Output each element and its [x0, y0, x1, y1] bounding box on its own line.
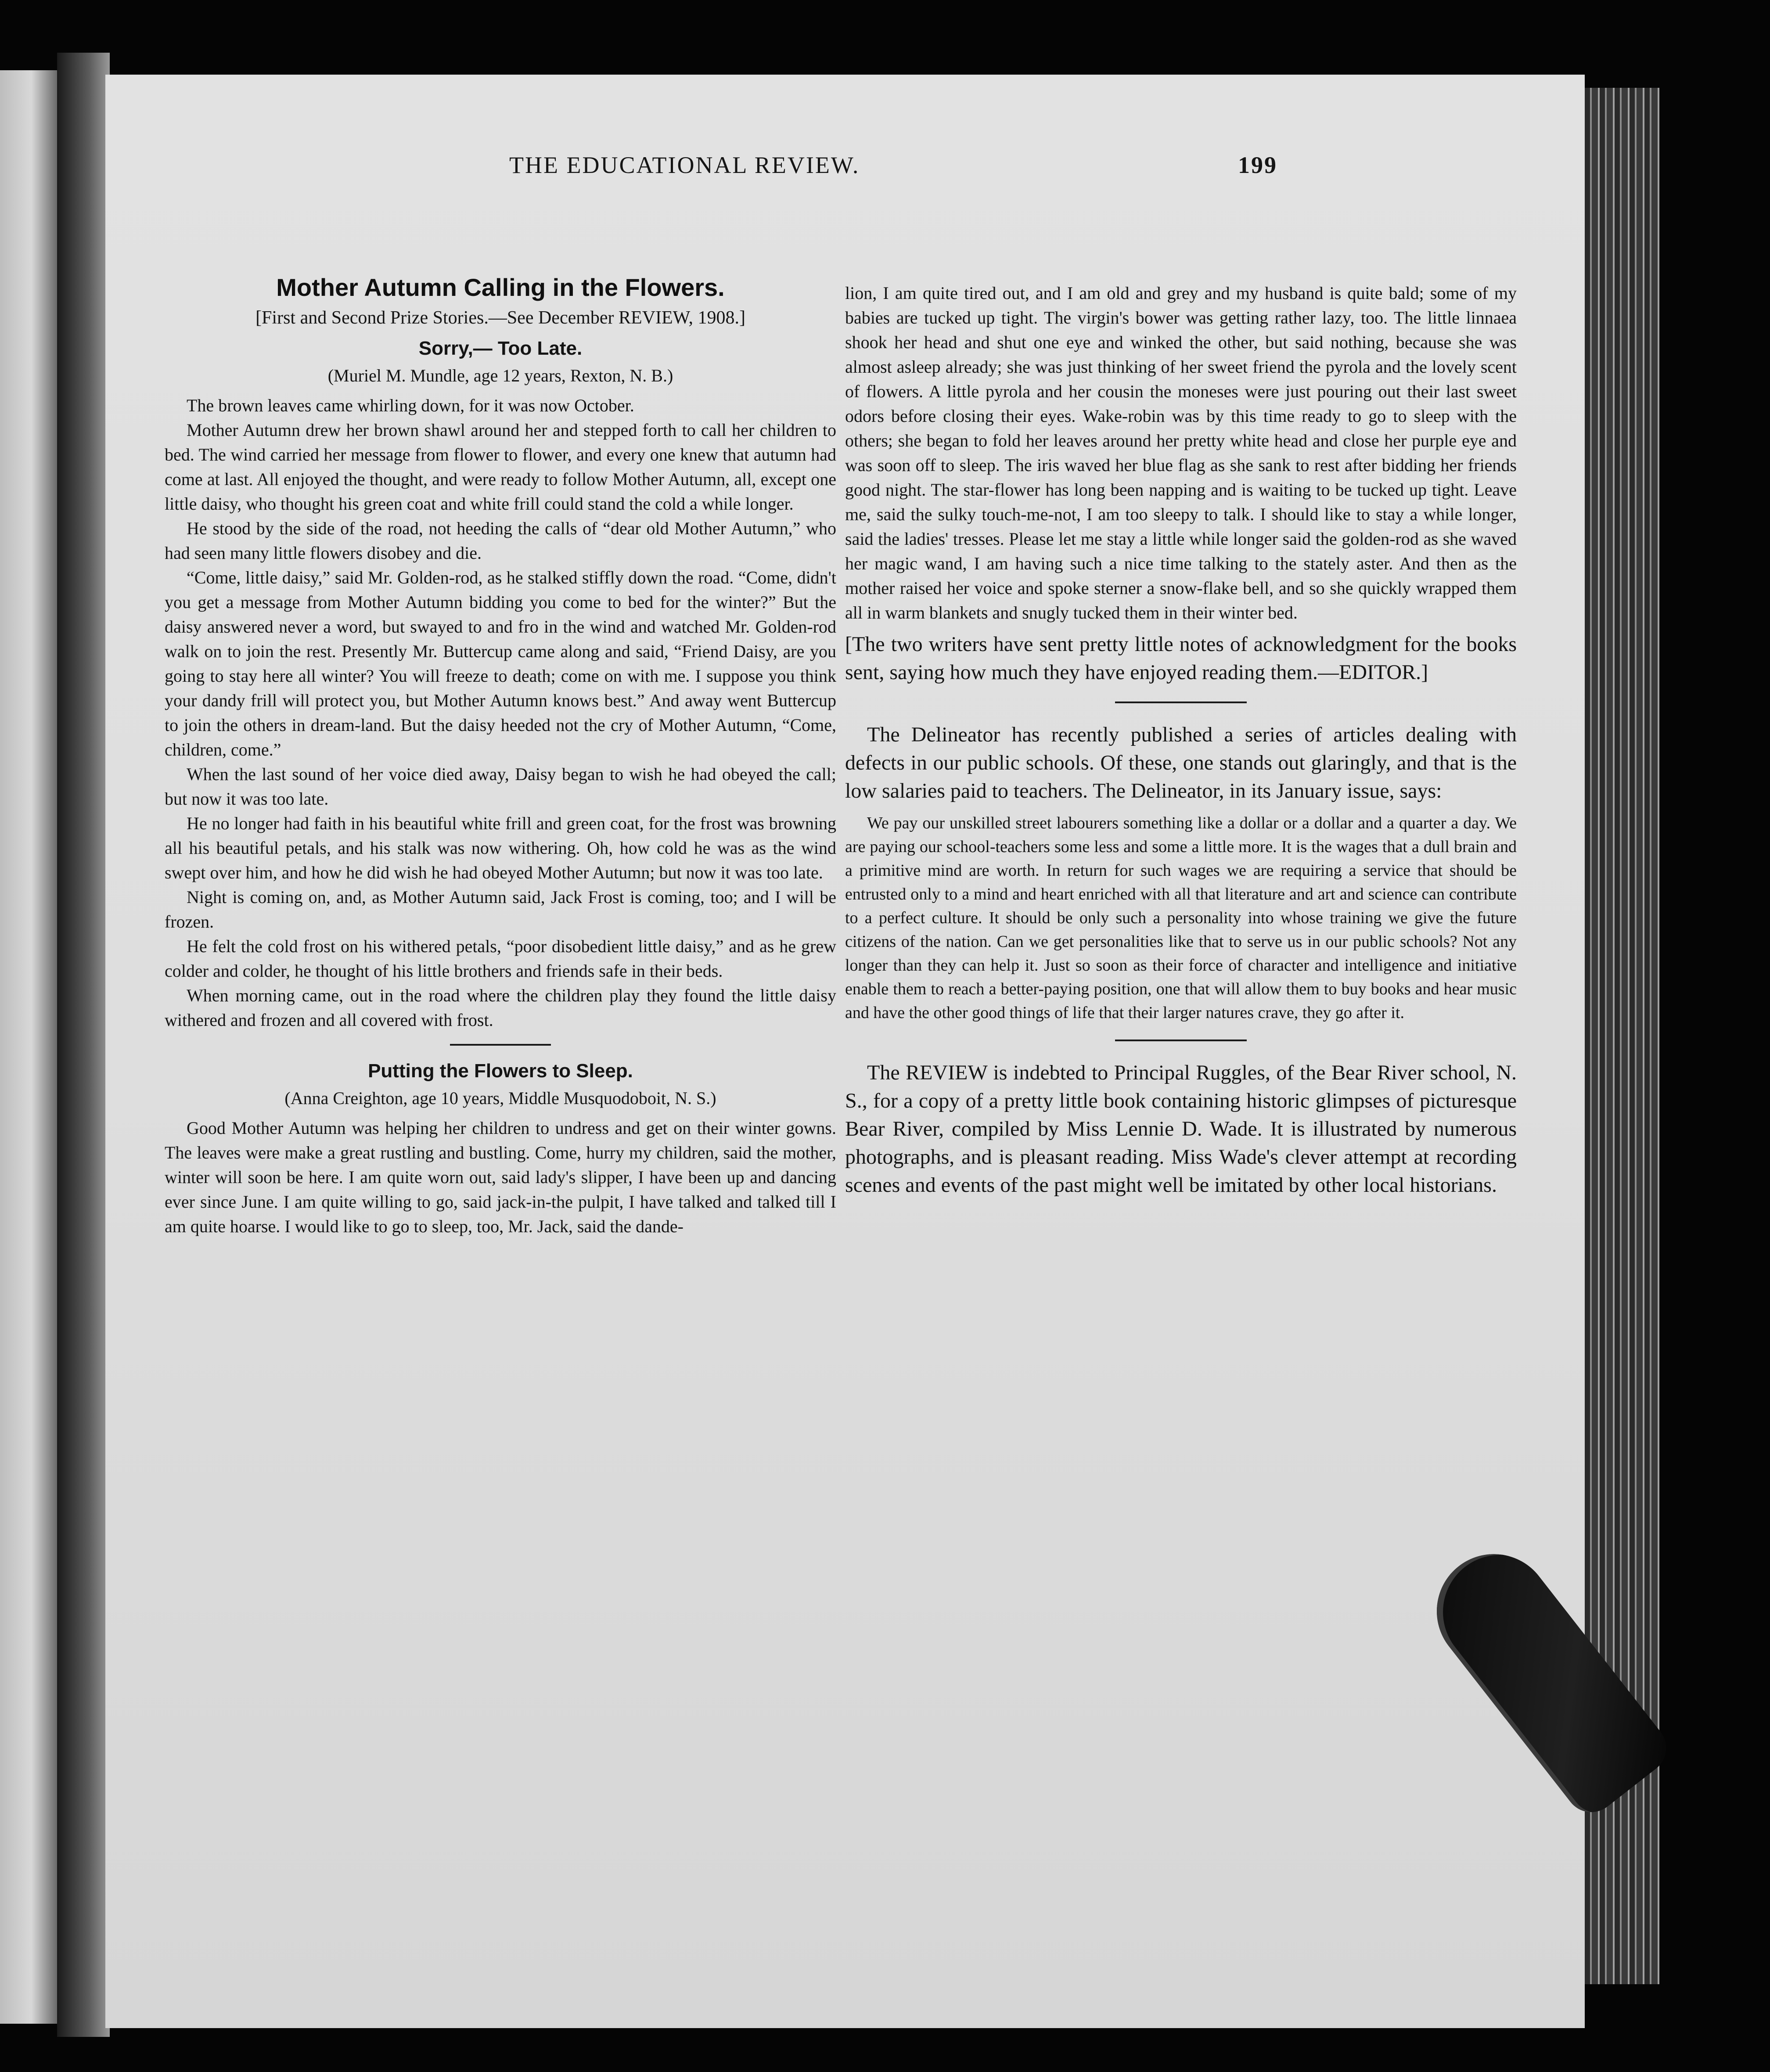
- paragraph: “Come, little daisy,” said Mr. Golden-rod, as he stalked stiffly down the road. “Come, didn't you get a message from Mother Autumn bidding you come to bed for the winter?” But the daisy answered never a word, but swayed to and fro in the wind and watched Mr. Golden-rod walk on to join the rest. Presently Mr. Buttercup came along and said, “Friend Daisy, are you going to stay here all winter? You will freeze to death; come on with me. I suppose you think your dandy frill will protect you, but Mother Autumn knows best.” And away went Buttercup to join the others in dream-land. But the daisy heeded not the cry of Mother Autumn, “Come, children, come.”: [165, 568, 836, 759]
- left-column: [165, 198, 836, 1239]
- editor-note: [The two writers have sent pretty little notes of acknowledgment for the books sent, saying how much they have enjoyed reading them.—EDITOR.]: [845, 633, 1517, 684]
- paragraph: When morning came, out in the road where the children play they found the little daisy withered and frozen and all covered with frost.: [165, 986, 836, 1030]
- paragraph: Good Mother Autumn was helping her children to undress and get on their winter gowns. The leaves were make a great rustling and bustling. Come, hurry my children, said the mother, winter will soon be here. I am quite worn out, said lady's slipper, I have been up and dancing ever since June. I am quite willing to go, said jack-in-the pulpit, I have talked and talked till I am quite hoarse. I would like to go to sleep, too, Mr. Jack, said the dande-: [165, 1118, 836, 1236]
- section-divider: [1115, 701, 1247, 703]
- paragraph: Mother Autumn drew her brown shawl around her and stepped forth to call her children to bed. The wind carried her message from flower to flower, and every one knew that autumn had come at last. All enjoyed the thought, and were ready to follow Mother Autumn, all, except one little daisy, who thought his green coat and white frill could stand the cold a while longer.: [165, 420, 836, 514]
- story-title: Putting the Flowers to Sleep.: [368, 1060, 633, 1082]
- article-heading: Mother Autumn Calling in the Flowers.: [276, 273, 725, 301]
- paragraph: He no longer had faith in his beautiful white frill and green coat, for the frost was browning all his beautiful petals, and his stalk was now withering. Oh, how cold he was as the wind swept over him, and how he did wish he had obeyed Mother Autumn; but now it was too late.: [165, 813, 836, 882]
- review-note: The REVIEW is indebted to Principal Ruggles, of the Bear River school, N. S., for a copy of a pretty little book containing historic glimpses of picturesque Bear River, compiled by Miss Lennie D. Wade. It is illustrated by numerous photographs, and is pleasant reading. Miss Wade's clever attempt at recording scenes and events of the past might well be imitated by other local historians.: [845, 1061, 1517, 1197]
- story-byline: (Muriel M. Mundle, age 12 years, Rexton, N. B.): [327, 366, 673, 385]
- journal-title: THE EDUCATIONAL REVIEW.: [509, 152, 860, 178]
- section-divider: [450, 1044, 551, 1046]
- delineator-intro: The Delineator has recently published a series of articles dealing with defects in our public schools. Of these, one stands out glaringly, and that is the low salaries paid to teachers. The Delineator, in its January issue, says:: [845, 723, 1517, 802]
- article-intro: [First and Second Prize Stories.—See December REVIEW, 1908.]: [255, 308, 745, 328]
- paragraph: He felt the cold frost on his withered petals, “poor disobedient little daisy,” and as he grew colder and colder, he thought of his little brothers and friends safe in their beds.: [165, 936, 836, 981]
- paragraph: When the last sound of her voice died away, Daisy began to wish he had obeyed the call; but now it was too late.: [165, 764, 836, 809]
- delineator-quote: We pay our unskilled street labourers something like a dollar or a dollar and a quarter a day. We are paying our school-teachers some less and some a little more. It is the wages that a dull brain and a primitive mind are worth. In return for such wages we are requiring a service that should be entrusted only to a mind and heart enriched with all that literature and art and science can contribute to a perfect culture. It should be only such a personality into whose training we give the future citizens of the nation. Can we get personalities like that to serve us in our public schools? Not any longer than they can help it. Just so soon as their force of character and intelligence and initiative enable them to reach a better-paying position, one that will allow them to buy books and hear music and have the other good things of life that their larger natures crave, they go after it.: [845, 814, 1517, 1022]
- facing-page-edge: [0, 70, 57, 2024]
- paragraph: Night is coming on, and, as Mother Autumn said, Jack Frost is coming, too; and I will be frozen.: [165, 887, 836, 932]
- paragraph: The brown leaves came whirling down, for it was now October.: [187, 396, 634, 415]
- right-column: [845, 198, 1517, 1199]
- page-number: 199: [1238, 152, 1277, 178]
- story-title: Sorry,— Too Late.: [418, 338, 583, 359]
- story-byline: (Anna Creighton, age 10 years, Middle Musquodoboit, N. S.): [284, 1088, 716, 1108]
- book-gutter: [57, 53, 110, 2037]
- section-divider: [1115, 1040, 1247, 1041]
- paragraph-continued: lion, I am quite tired out, and I am old and grey and my husband is quite bald; some of my babies are tucked up tight. The virgin's bower was getting rather lazy, too. The little linnaea shook her head and shut one eye and winked the other, but said nothing, because she was almost asleep already; she was just thinking of her sweet friend the pyrola and the lovely scent of flowers. A little pyrola and her cousin the moneses were just pouring out their last sweet odors before closing their eyes. Wake-robin was by this time ready to go to sleep with the others; she began to fold her leaves around her pretty white head and close her purple eye and was soon off to sleep. The iris waved her blue flag as she sank to rest after bidding her friends good night. The star-flower has long been napping and is waiting to be tucked up tight. Leave me, said the sulky touch-me-not, I am too sleepy to talk. I should like to stay a while longer, said the ladies' tresses. Please let me stay a little while longer said the golden-rod as she waved her magic wand, I am having such a nice time talking to the stately aster. And then as the mother raised her voice and spoke sterner a snow-flake bell, and so she quickly wrapped them all in warm blankets and snugly tucked them in their winter bed.: [845, 283, 1517, 622]
- paragraph: He stood by the side of the road, not heeding the calls of “dear old Mother Autumn,” who had seen many little flowers disobey and die.: [165, 518, 836, 563]
